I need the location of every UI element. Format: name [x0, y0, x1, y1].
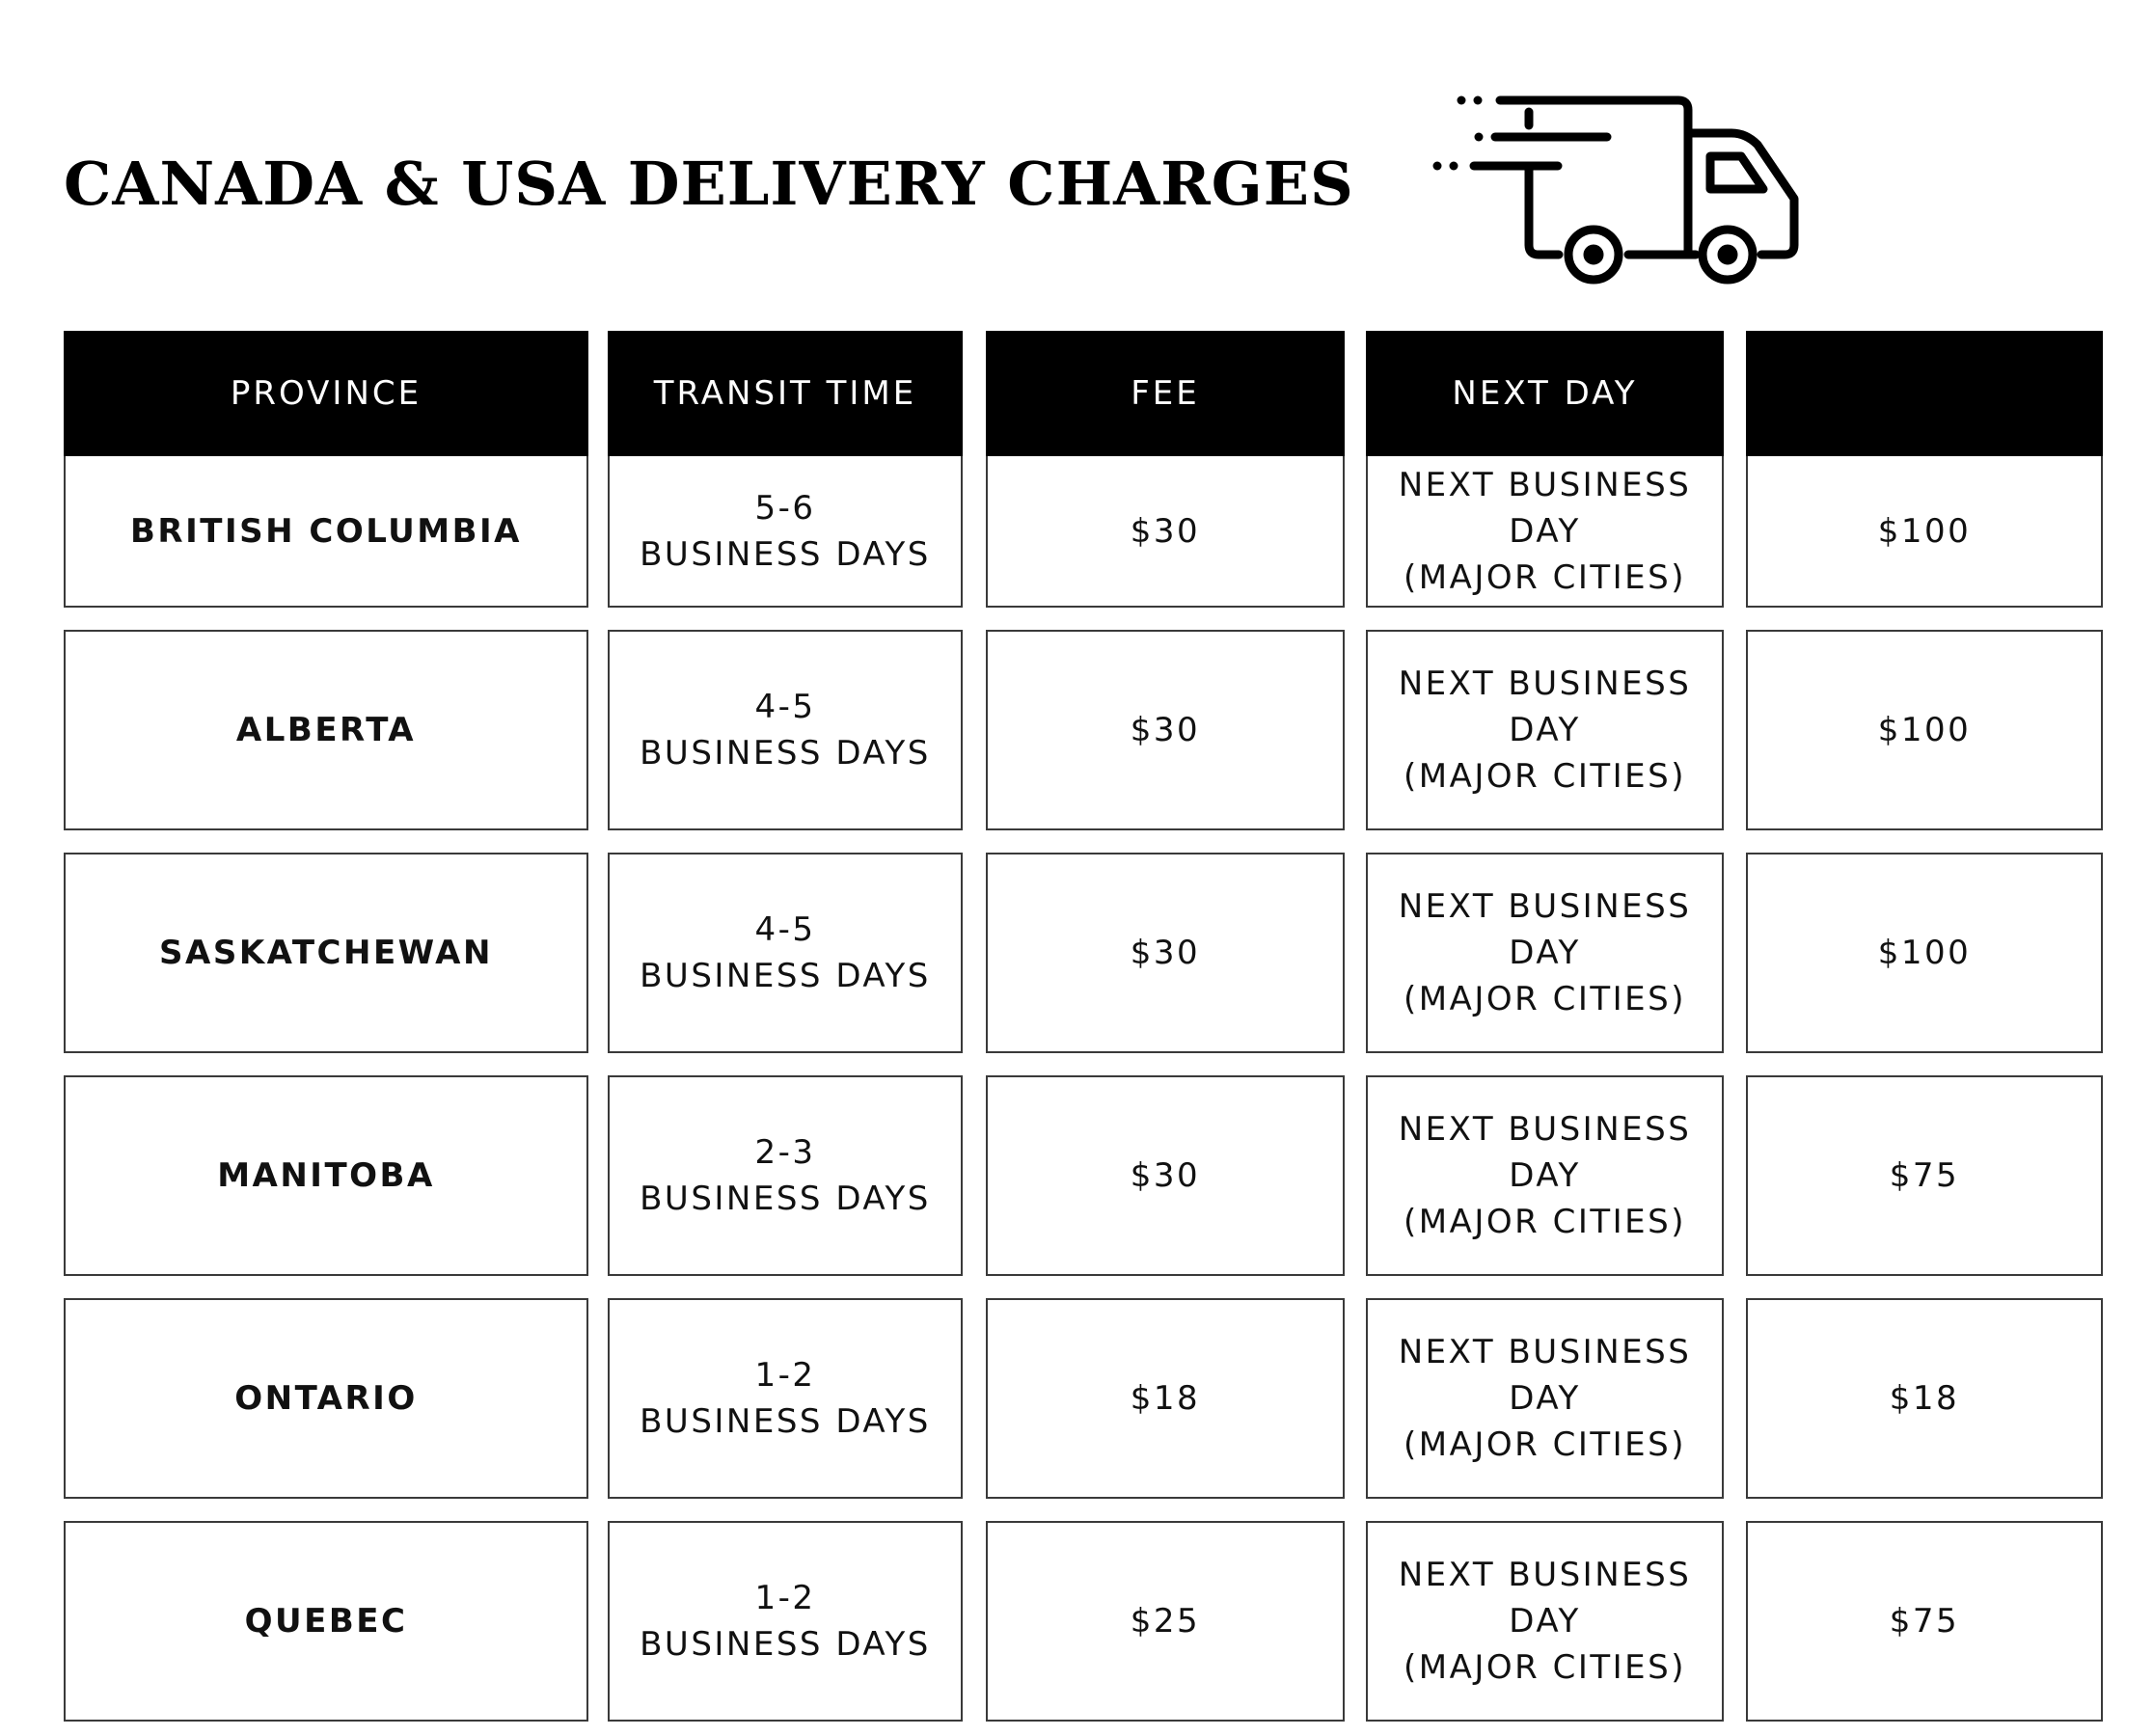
next-day-cell — [1366, 630, 1724, 830]
transit-time-cell-line-1: 4-5 — [754, 910, 816, 949]
transit-time-cell — [608, 456, 963, 608]
next-day-fee-cell-line-1: $75 — [1889, 1602, 1960, 1641]
next-day-cell — [1366, 853, 1724, 1053]
next-day-cell-line-3: (MAJOR CITIES) — [1404, 757, 1686, 796]
next-day-fee-cell-line-1: $100 — [1877, 511, 1972, 551]
page-title: CANADA & USA DELIVERY CHARGES — [64, 149, 1354, 219]
province-cell — [64, 1075, 588, 1276]
fee-cell-line-1: $25 — [1130, 1602, 1201, 1641]
province-cell-line-1: ALBERTA — [235, 711, 417, 749]
next-day-cell-line-1: NEXT BUSINESS — [1398, 665, 1692, 703]
transit-time-cell-line-1: 5-6 — [754, 488, 816, 528]
transit-time-cell — [608, 1521, 963, 1722]
next-day-cell-line-2: DAY — [1509, 934, 1581, 972]
province-cell-line-1: SASKATCHEWAN — [159, 934, 493, 972]
fee-cell — [986, 853, 1345, 1053]
province-cell-line-1: MANITOBA — [217, 1156, 435, 1195]
next-day-fee-cell — [1746, 1075, 2103, 1276]
next-day-cell — [1366, 1298, 1724, 1499]
fee-cell — [986, 456, 1345, 608]
next-day-cell-line-3: (MAJOR CITIES) — [1404, 1203, 1686, 1241]
next-day-cell-line-3: (MAJOR CITIES) — [1404, 1425, 1686, 1464]
province-cell — [64, 456, 588, 608]
next-day-cell-line-1: NEXT BUSINESS — [1398, 1556, 1692, 1594]
transit-time-cell-line-1: 2-3 — [754, 1133, 816, 1172]
next-day-fee-cell — [1746, 1298, 2103, 1499]
fee-cell-line-1: $30 — [1130, 934, 1201, 972]
delivery-truck-icon — [1418, 85, 1823, 297]
column-header-next-day-fee — [1746, 331, 2103, 456]
next-day-cell-line-1: NEXT BUSINESS — [1398, 465, 1692, 504]
next-day-cell-line-2: DAY — [1509, 711, 1581, 749]
transit-time-cell-line-2: BUSINESS DAYS — [640, 957, 931, 995]
province-cell — [64, 1521, 588, 1722]
fee-cell-line-1: $30 — [1130, 511, 1201, 551]
fee-cell-line-1: $30 — [1130, 1156, 1201, 1195]
transit-time-cell-line-1: 4-5 — [754, 688, 816, 726]
transit-time-cell — [608, 630, 963, 830]
fee-cell — [986, 1075, 1345, 1276]
transit-time-cell — [608, 1075, 963, 1276]
column-header-next-day: NEXT DAY — [1366, 331, 1724, 456]
next-day-cell-line-2: DAY — [1509, 1602, 1581, 1641]
next-day-cell — [1366, 1075, 1724, 1276]
province-cell — [64, 1298, 588, 1499]
province-cell-line-1: BRITISH COLUMBIA — [130, 511, 522, 551]
next-day-cell — [1366, 1521, 1724, 1722]
next-day-fee-cell — [1746, 630, 2103, 830]
fee-cell-line-1: $30 — [1130, 711, 1201, 749]
next-day-cell-line-3: (MAJOR CITIES) — [1404, 557, 1686, 597]
next-day-cell-line-3: (MAJOR CITIES) — [1404, 980, 1686, 1018]
fee-cell-line-1: $18 — [1130, 1379, 1201, 1418]
column-header-fee: FEE — [986, 331, 1345, 456]
fee-cell — [986, 1298, 1345, 1499]
next-day-fee-cell — [1746, 456, 2103, 608]
transit-time-cell-line-2: BUSINESS DAYS — [640, 734, 931, 773]
next-day-cell — [1366, 456, 1724, 608]
province-cell-line-1: QUEBEC — [244, 1602, 408, 1641]
transit-time-cell-line-2: BUSINESS DAYS — [640, 1180, 931, 1218]
transit-time-cell — [608, 1298, 963, 1499]
next-day-cell-line-1: NEXT BUSINESS — [1398, 1110, 1692, 1149]
column-header-transit-time: TRANSIT TIME — [608, 331, 963, 456]
next-day-fee-cell — [1746, 853, 2103, 1053]
transit-time-cell-line-1: 1-2 — [754, 1356, 816, 1395]
next-day-cell-line-2: DAY — [1509, 1156, 1581, 1195]
transit-time-cell-line-2: BUSINESS DAYS — [640, 534, 931, 574]
province-cell — [64, 853, 588, 1053]
next-day-fee-cell-line-1: $18 — [1889, 1379, 1960, 1418]
transit-time-cell — [608, 853, 963, 1053]
fee-cell — [986, 630, 1345, 830]
next-day-cell-line-1: NEXT BUSINESS — [1398, 1333, 1692, 1371]
transit-time-cell-line-2: BUSINESS DAYS — [640, 1625, 931, 1664]
next-day-fee-cell-line-1: $100 — [1877, 711, 1972, 749]
next-day-fee-cell-line-1: $75 — [1889, 1156, 1960, 1195]
next-day-fee-cell-line-1: $100 — [1877, 934, 1972, 972]
transit-time-cell-line-1: 1-2 — [754, 1579, 816, 1617]
next-day-fee-cell — [1746, 1521, 2103, 1722]
next-day-cell-line-2: DAY — [1509, 1379, 1581, 1418]
next-day-cell-line-2: DAY — [1509, 511, 1581, 551]
next-day-cell-line-1: NEXT BUSINESS — [1398, 887, 1692, 926]
province-cell-line-1: ONTARIO — [234, 1379, 418, 1418]
fee-cell — [986, 1521, 1345, 1722]
next-day-cell-line-3: (MAJOR CITIES) — [1404, 1648, 1686, 1687]
transit-time-cell-line-2: BUSINESS DAYS — [640, 1402, 931, 1441]
column-header-province: PROVINCE — [64, 331, 588, 456]
province-cell — [64, 630, 588, 830]
